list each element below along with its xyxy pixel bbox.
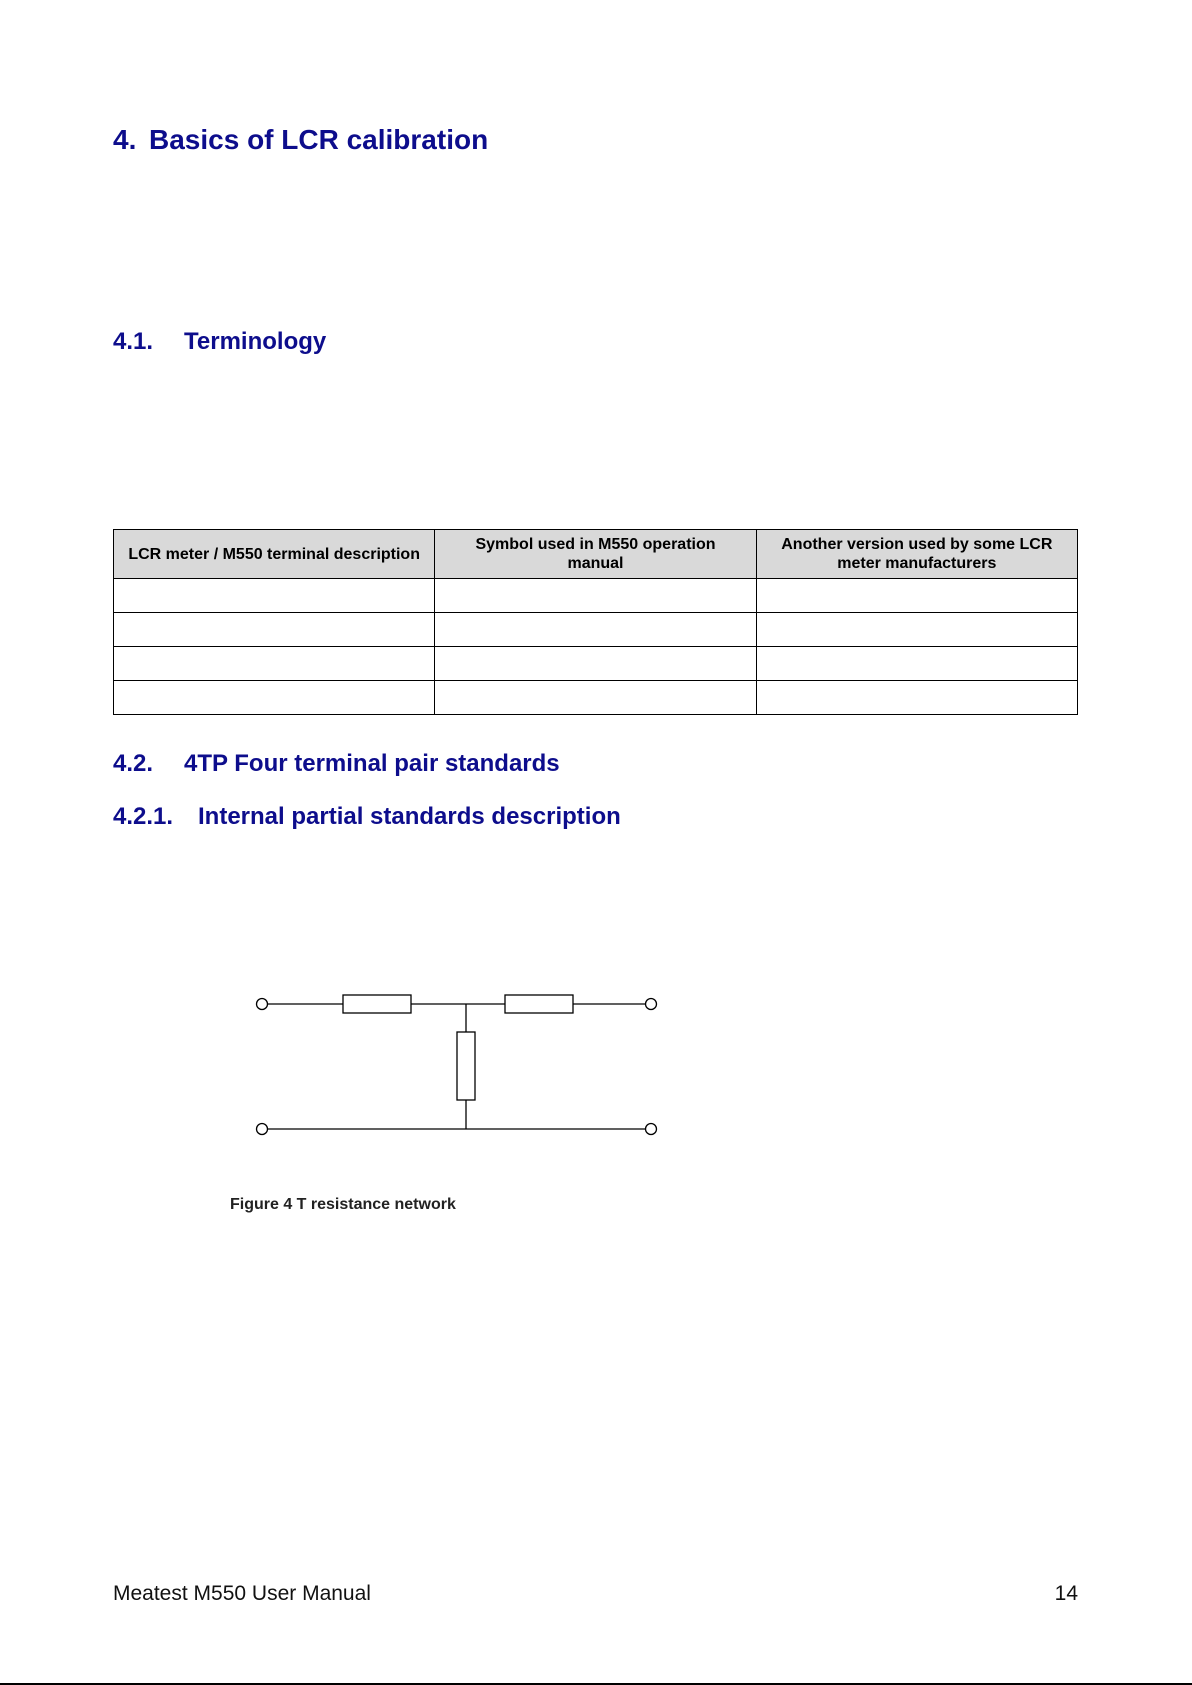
table-cell bbox=[435, 613, 756, 647]
section-number: 4.2.1. bbox=[113, 803, 174, 830]
section-title: Internal partial standards description bbox=[198, 803, 621, 830]
section-number: 4.1. bbox=[113, 328, 154, 355]
terminal bbox=[257, 1124, 268, 1135]
table-header-cell: Another version used by some LCR meter manufacturers bbox=[756, 530, 1077, 579]
page-number: 14 bbox=[1054, 1582, 1078, 1605]
table-cell bbox=[435, 681, 756, 715]
table-row bbox=[114, 647, 1078, 681]
table-cell bbox=[435, 579, 756, 613]
section-4-2-heading bbox=[113, 750, 560, 778]
table-cell bbox=[114, 681, 435, 715]
table-cell bbox=[756, 613, 1077, 647]
t-resistance-network-diagram bbox=[240, 985, 665, 1145]
terminal bbox=[646, 1124, 657, 1135]
terminal bbox=[257, 999, 268, 1010]
section-4-2-1-heading bbox=[113, 803, 621, 831]
section-number: 4.2. bbox=[113, 750, 154, 777]
table-row bbox=[114, 613, 1078, 647]
resistor-shunt bbox=[457, 1032, 475, 1100]
footer-title: Meatest M550 User Manual bbox=[113, 1582, 371, 1605]
table-cell bbox=[756, 681, 1077, 715]
table-header-cell: Symbol used in M550 operation manual bbox=[435, 530, 756, 579]
section-4-1-heading bbox=[113, 328, 326, 356]
section-title: Basics of LCR calibration bbox=[149, 124, 489, 155]
resistor-right bbox=[505, 995, 573, 1013]
table-header-cell: LCR meter / M550 terminal description bbox=[114, 530, 435, 579]
terminal bbox=[646, 999, 657, 1010]
table-row bbox=[114, 579, 1078, 613]
table-cell bbox=[114, 647, 435, 681]
terminology-table bbox=[113, 529, 1078, 715]
table-cell bbox=[756, 647, 1077, 681]
table-cell bbox=[114, 579, 435, 613]
table-cell bbox=[435, 647, 756, 681]
table-cell bbox=[114, 613, 435, 647]
table-cell bbox=[756, 579, 1077, 613]
section-number: 4. bbox=[113, 124, 137, 155]
table-header-row bbox=[114, 530, 1078, 579]
section-4-heading bbox=[113, 124, 488, 156]
resistor-left bbox=[343, 995, 411, 1013]
section-title: 4TP Four terminal pair standards bbox=[184, 750, 560, 777]
figure-caption: Figure 4 T resistance network bbox=[230, 1196, 456, 1213]
section-title: Terminology bbox=[184, 328, 327, 355]
table-row bbox=[114, 681, 1078, 715]
